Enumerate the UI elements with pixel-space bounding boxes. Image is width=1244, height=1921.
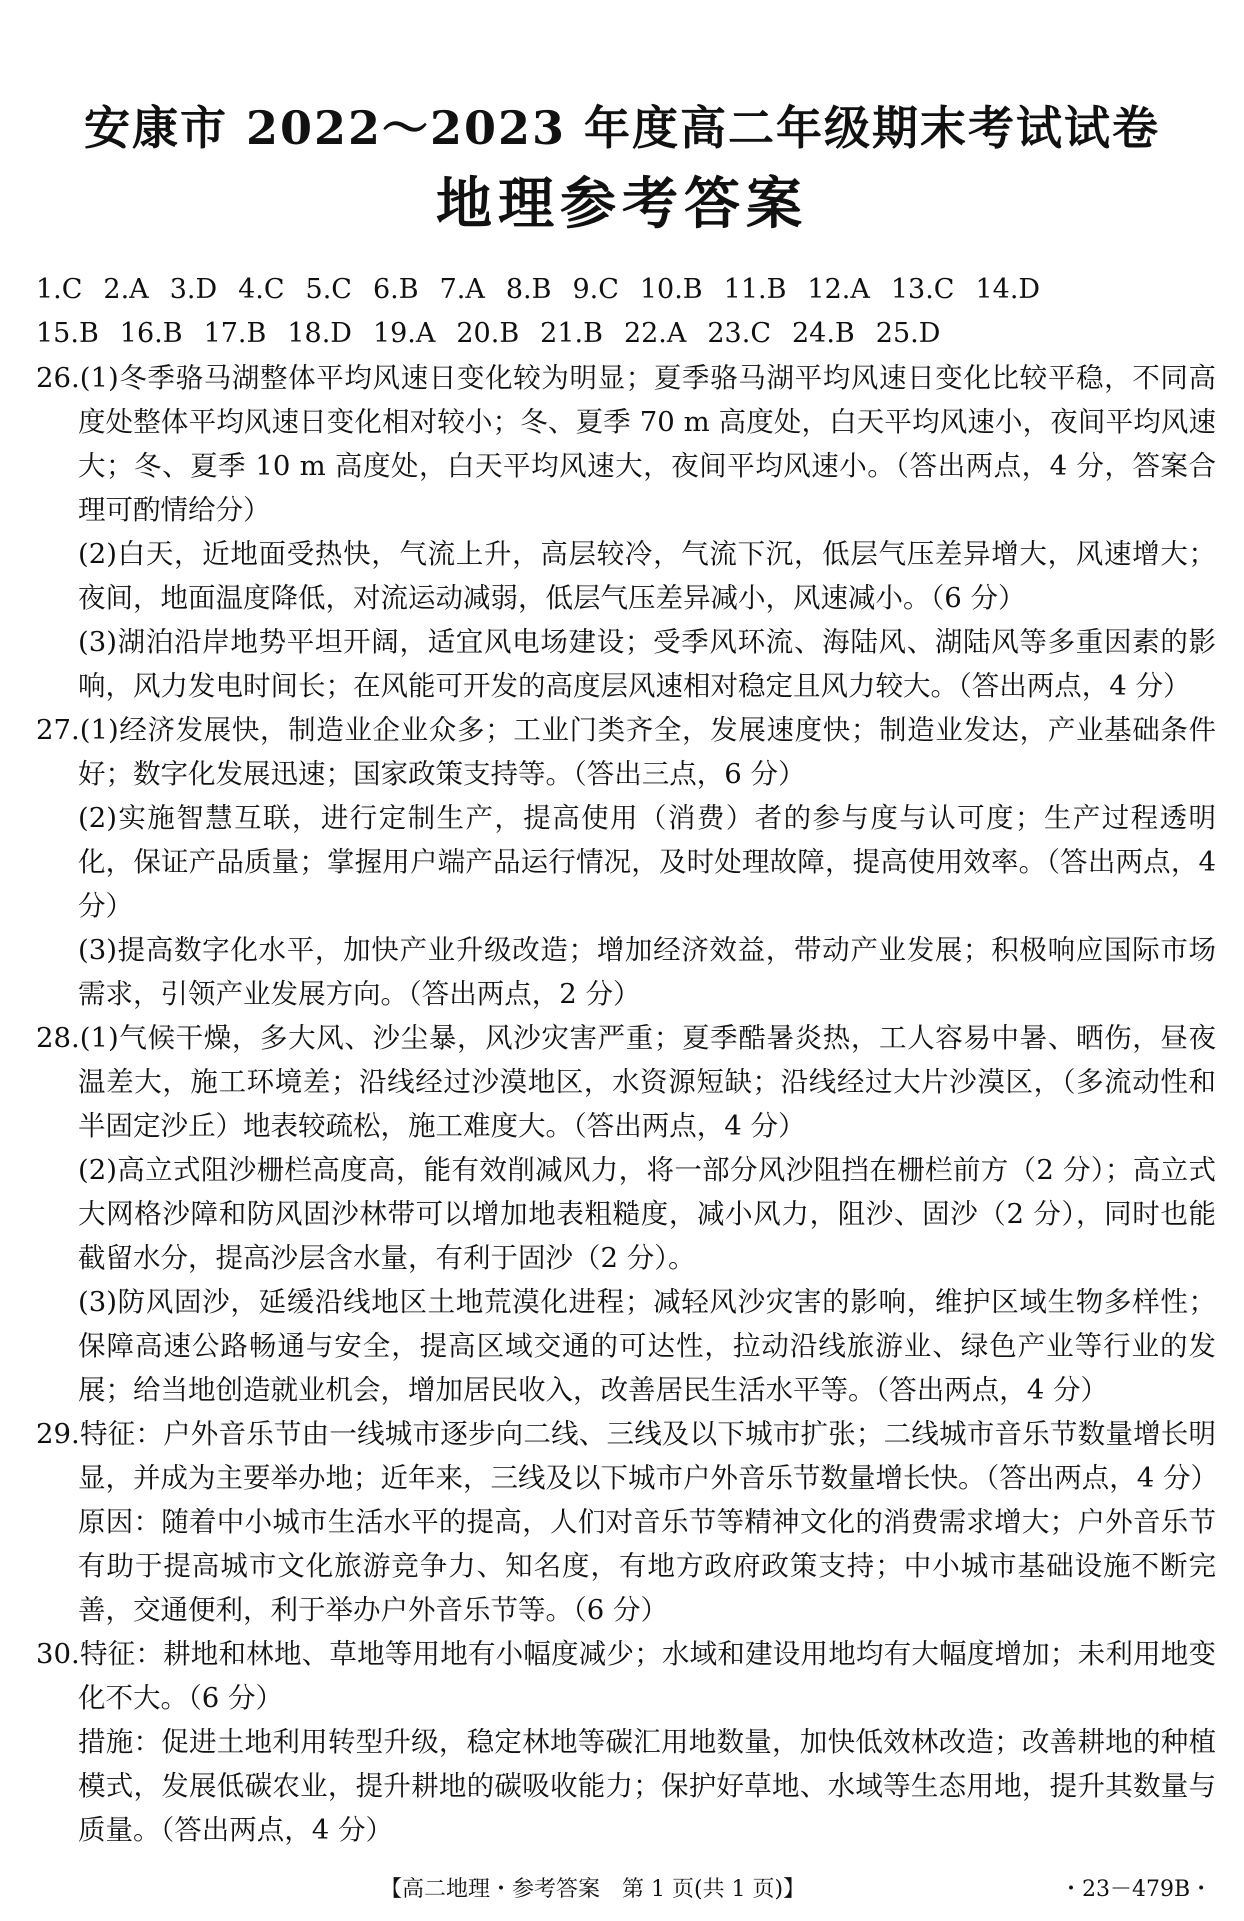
answer-item: 19.A bbox=[372, 318, 436, 349]
answer-item: 7.A bbox=[439, 274, 485, 305]
q28-part3: (3)防风固沙，延缓沿线地区土地荒漠化进程；减轻风沙灾害的影响，维护区域生物多样性；保障高速公路畅通与安全，提高区域交通的可达性，拉动沿线旅游业、绿色产业等行业的发展；给当地创造就业机会，增加居民收入，改善居民生活水平等。（答出两点，4 分） bbox=[78, 1286, 1216, 1406]
answer-item: 9.C bbox=[572, 274, 619, 305]
q28-part1: 28.(1)气候干燥，多大风、沙尘暴，风沙灾害严重；夏季酷暑炎热，工人容易中暑、晒伤，昼夜温差大，施工环境差；沿线经过沙漠地区，水资源短缺；沿线经过大片沙漠区，（多流动性和半固定沙丘）地表较疏松，施工难度大。（答出两点，4 分） bbox=[36, 1022, 1216, 1142]
answer-item: 24.B bbox=[791, 318, 855, 349]
answer-item: 17.B bbox=[203, 318, 267, 349]
q26-part3: (3)湖泊沿岸地势平坦开阔，适宜风电场建设；受季风环流、海陆风、湖陆风等多重因素的影响，风力发电时间长；在风能可开发的高度层风速相对稳定且风力较大。（答出两点，4 分） bbox=[78, 626, 1216, 702]
q27-part3: (3)提高数字化水平，加快产业升级改造；增加经济效益，带动产业发展；积极响应国际市场需求，引领产业发展方向。（答出两点，2 分） bbox=[78, 934, 1216, 1010]
answer-item: 25.D bbox=[875, 318, 941, 349]
q29-feature: 29.特征：户外音乐节由一线城市逐步向二线、三线及以下城市扩张；二线城市音乐节数量增长明显，并成为主要举办地；近年来，三线及以下城市户外音乐节数量增长快。（答出两点，4 分） bbox=[36, 1418, 1218, 1494]
q26-part2: (2)白天，近地面受热快，气流上升，高层较冷，气流下沉，低层气压差异增大，风速增大；夜间，地面温度降低，对流运动减弱，低层气压差异减小，风速减小。（6 分） bbox=[78, 538, 1216, 614]
answer-item: 13.C bbox=[890, 274, 955, 305]
answer-item: 20.B bbox=[456, 318, 520, 349]
answer-item: 4.C bbox=[238, 274, 285, 305]
answer-item: 22.A bbox=[623, 318, 687, 349]
answer-item: 18.D bbox=[287, 318, 352, 349]
q27-part2: (2)实施智慧互联，进行定制生产，提高使用（消费）者的参与度与认可度；生产过程透明化，保证产品质量；掌握用户端产品运行情况，及时处理故障，提高使用效率。（答出两点，4 分） bbox=[78, 802, 1216, 922]
q28-part2: (2)高立式阻沙栅栏高度高，能有效削减风力，将一部分风沙阻挡在栅栏前方（2 分）；高立式大网格沙障和防风固沙林带可以增加地表粗糙度，减小风力，阻沙、固沙（2 分），同时也能截留水分，提高沙层含水量，有利于固沙（2 分）。 bbox=[78, 1154, 1216, 1274]
answer-item: 5.C bbox=[305, 274, 352, 305]
answers-line-2 bbox=[36, 312, 1216, 356]
exam-title: 安康市 2022～2023 年度高二年级期末考试试卷 bbox=[83, 101, 1161, 155]
footer-page-info: 【高二地理・参考答案 第 1 页(共 1 页)】 bbox=[380, 1877, 806, 1902]
q26-part1: 26.(1)冬季骆马湖整体平均风速日变化较为明显；夏季骆马湖平均风速日变化比较平稳，不同高度处整体平均风速日变化相对较小；冬、夏季 70 m 高度处，白天平均风速小，夜间平均风速大；冬、夏季 10 m 高度处，白天平均风速大，夜间平均风速小。（答出两点，4 分，答案合理可酌情给分） bbox=[36, 362, 1216, 526]
q30-measures: 措施：促进土地利用转型升级，稳定林地等碳汇用地数量，加快低效林改造；改善耕地的种植模式，发展低碳农业，提升耕地的碳吸收能力；保护好草地、水域等生态用地，提升其数量与质量。（答出两点，4 分） bbox=[78, 1726, 1216, 1846]
answer-item: 21.B bbox=[540, 318, 603, 349]
page-subtitle: 地理参考答案 bbox=[436, 171, 808, 237]
answer-item: 1.C bbox=[36, 274, 83, 305]
answers-line-1 bbox=[36, 268, 1216, 312]
q30-feature: 30.特征：耕地和林地、草地等用地有小幅度减少；水域和建设用地均有大幅度增加；未利用地变化不大。（6 分） bbox=[36, 1638, 1216, 1714]
answer-item: 23.C bbox=[707, 318, 771, 349]
answer-item: 10.B bbox=[639, 274, 703, 305]
answer-item: 16.B bbox=[119, 318, 183, 349]
answer-item: 6.B bbox=[372, 274, 419, 305]
q29-reason: 原因：随着中小城市生活水平的提高，人们对音乐节等精神文化的消费需求增大；户外音乐节有助于提高城市文化旅游竞争力、知名度，有地方政府政策支持；中小城市基础设施不断完善，交通便利，利于举办户外音乐节等。（6 分） bbox=[78, 1506, 1216, 1626]
footer-code: ・23－479B・ bbox=[1060, 1877, 1213, 1902]
q27-part1: 27.(1)经济发展快，制造业企业众多；工业门类齐全，发展速度快；制造业发达，产业基础条件好；数字化发展迅速；国家政策支持等。（答出三点，6 分） bbox=[36, 714, 1216, 790]
answer-item: 2.A bbox=[103, 274, 149, 305]
multiple-choice-answers bbox=[36, 268, 1216, 356]
answer-item: 11.B bbox=[723, 274, 787, 305]
answer-item: 15.B bbox=[36, 318, 99, 349]
answer-item: 12.A bbox=[807, 274, 870, 305]
answer-item: 8.B bbox=[505, 274, 552, 305]
open-questions bbox=[36, 356, 1216, 1852]
answer-item: 14.D bbox=[975, 274, 1041, 305]
answer-item: 3.D bbox=[169, 274, 218, 305]
